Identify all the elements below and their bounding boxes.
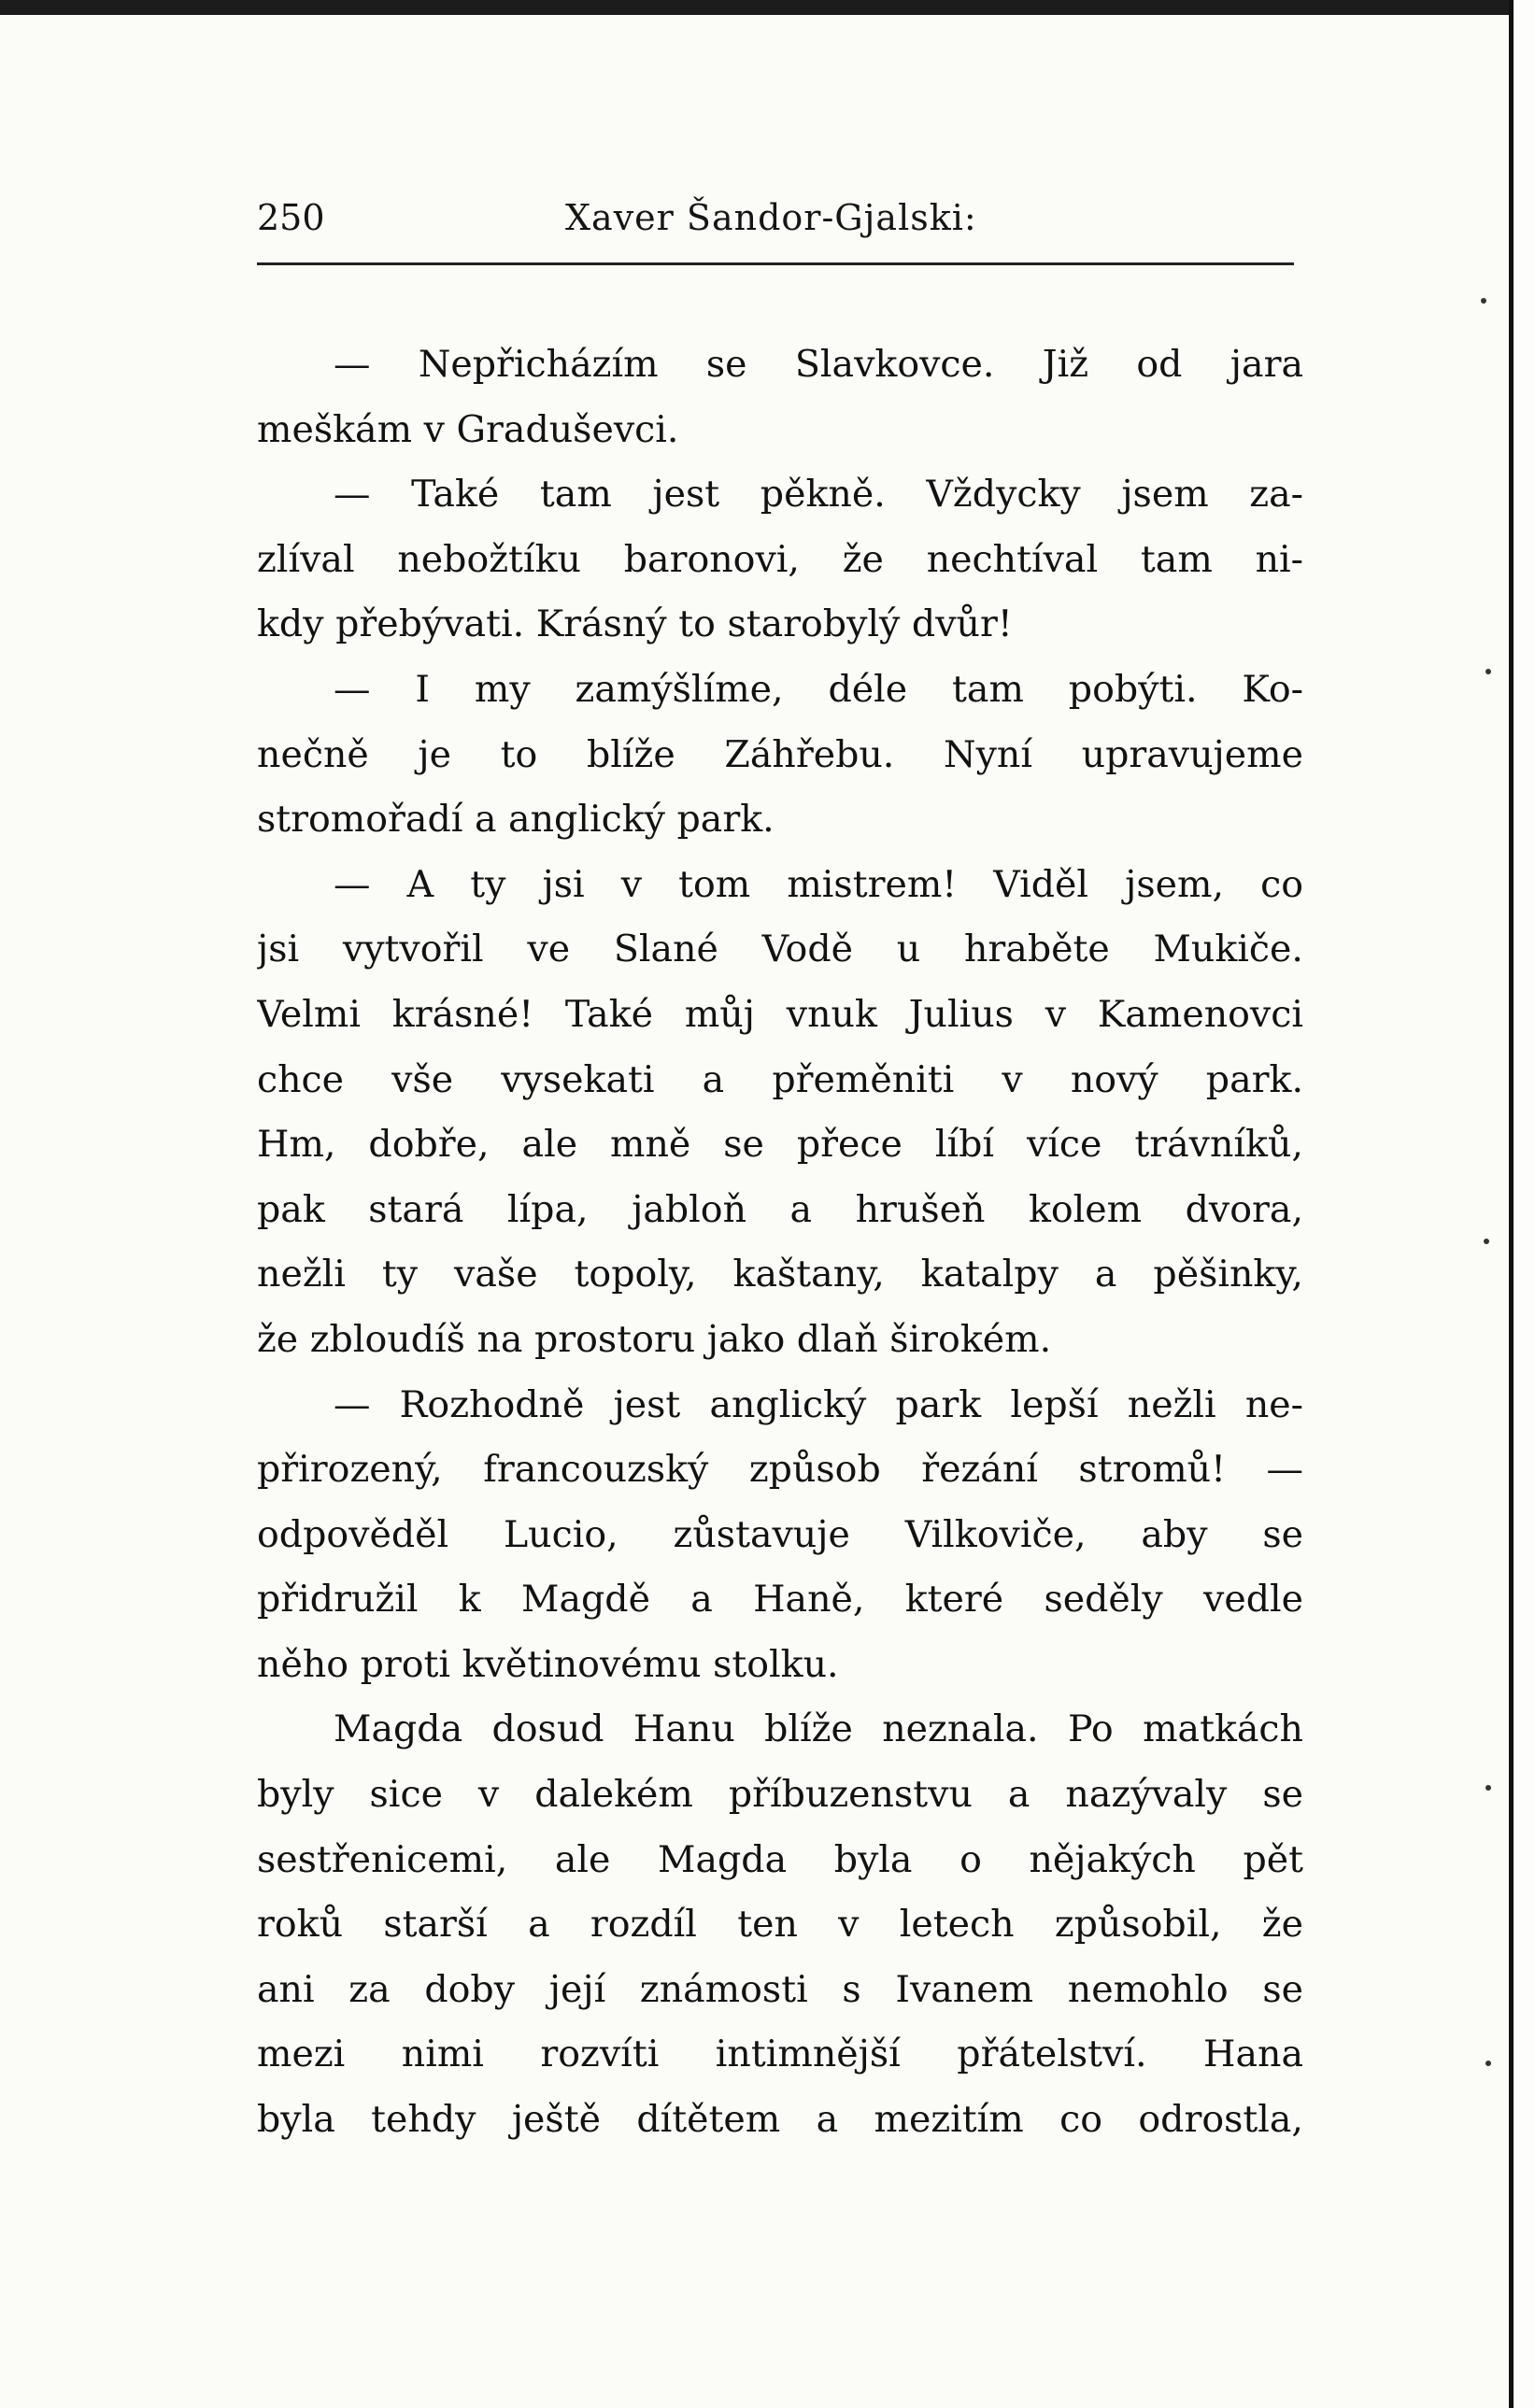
text-line: ani za doby její známosti s Ivanem nemohlo se (257, 1967, 1303, 2011)
text-line: že zbloudíš na prostoru jako dlaň širokém. (257, 1317, 1052, 1361)
header-rule (257, 262, 1294, 265)
scan-speck (1485, 669, 1491, 674)
text-line: nežli ty vaše topoly, kaštany, katalpy a pěšinky, (257, 1253, 1303, 1296)
scan-speck (1485, 2061, 1491, 2066)
text-line: něho proti květinovému stolku. (257, 1642, 839, 1686)
scan-speck (1485, 1785, 1491, 1791)
text-line: — I my zamýšlíme, déle tam pobýti. Ko- (334, 667, 1303, 711)
text-line: zlíval nebožtíku baronovi, že nechtíval tam ni- (257, 537, 1303, 581)
text-line: — Nepřicházím se Slavkovce. Již od jara (334, 343, 1303, 386)
running-head: Xaver Šandor-Gjalski: (565, 197, 977, 238)
scan-speck (1481, 298, 1486, 304)
text-line: pak stará lípa, jabloň a hrušeň kolem dvora, (257, 1187, 1303, 1231)
text-line: odpověděl Lucio, zůstavuje Vilkoviče, aby se (257, 1512, 1303, 1556)
text-line: — Rozhodně jest anglický park lepší nežli ne- (334, 1382, 1303, 1426)
text-line: byla tehdy ještě dítětem a mezitím co odrostla, (257, 2098, 1303, 2142)
text-line: sestřenicemi, ale Magda byla o nějakých pět (257, 1837, 1303, 1881)
page-edge (1509, 0, 1535, 2408)
text-line: chce vše vysekati a přeměniti v nový park. (257, 1057, 1303, 1101)
text-line: nečně je to blíže Záhřebu. Nyní upravujeme (257, 732, 1303, 776)
text-line: stromořadí a anglický park. (257, 798, 775, 842)
page-header (257, 197, 1294, 253)
text-line: Velmi krásné! Také můj vnuk Julius v Kamenovci (257, 992, 1303, 1036)
text-line: přirozený, francouzský způsob řezání stromů! — (257, 1448, 1303, 1492)
body-text (257, 333, 1303, 2153)
scan-speck (1484, 1239, 1489, 1244)
text-line: Magda dosud Hanu blíže neznala. Po matkách (334, 1707, 1303, 1751)
text-line: — Také tam jest pěkně. Vždycky jsem za- (334, 473, 1303, 517)
text-line: Hm, dobře, ale mně se přece líbí více trávníků, (257, 1123, 1303, 1167)
text-line: mezi nimi rozvíti intimnější přátelství. Hana (257, 2033, 1303, 2076)
text-line: meškám v Graduševci. (257, 407, 679, 451)
page-number: 250 (257, 197, 325, 238)
text-line: kdy přebývati. Krásný to starobylý dvůr! (257, 602, 1013, 646)
text-line: byly sice v dalekém příbuzenstvu a nazývaly se (257, 1773, 1303, 1817)
text-line: — A ty jsi v tom mistrem! Viděl jsem, co (334, 862, 1303, 906)
text-line: roků starší a rozdíl ten v letech způsobil, že (257, 1903, 1303, 1947)
text-line: jsi vytvořil ve Slané Vodě u hraběte Mukiče. (257, 928, 1303, 971)
text-line: přidružil k Magdě a Haně, které seděly vedle (257, 1578, 1303, 1622)
